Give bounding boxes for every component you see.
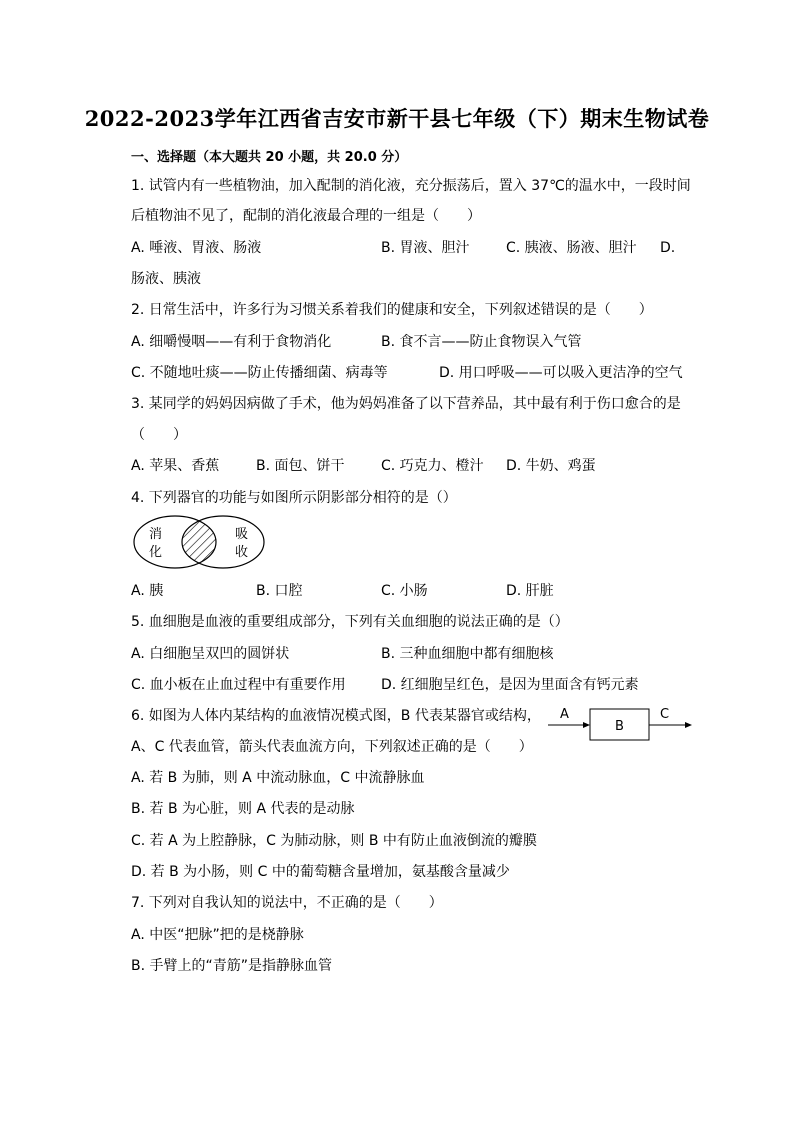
q3-option-a: A. 苹果、香蕉 — [131, 458, 220, 474]
organ-b-label: B — [615, 719, 624, 734]
q6-option-a: A. 若 B 为肺，则 A 中流动脉血，C 中流静脉血 — [131, 770, 425, 786]
q4-option-d: D. 肝脏 — [506, 583, 554, 599]
q3-stem-line1: 3. 某同学的妈妈因病做了手术，他为妈妈准备了以下营养品，其中最有利于伤口愈合的是 — [131, 396, 681, 412]
q3-option-d: D. 牛奶、鸡蛋 — [506, 458, 596, 474]
venn-left-label-2: 化 — [149, 545, 163, 560]
q5-option-c: C. 血小板在止血过程中有重要作用 — [131, 677, 346, 693]
section-heading: 一、选择题（本大题共 20 小题，共 20.0 分） — [131, 150, 408, 165]
q1-option-d: D. — [660, 240, 676, 256]
q6-option-c: C. 若 A 为上腔静脉，C 为肺动脉，则 B 中有防止血液倒流的瓣膜 — [131, 833, 537, 849]
q5-option-d: D. 红细胞呈红色，是因为里面含有钙元素 — [381, 677, 639, 693]
q4-option-c: C. 小肠 — [381, 583, 428, 599]
q6-stem-line2: A、C 代表血管，箭头代表血流方向，下列叙述正确的是（ ） — [131, 739, 533, 755]
q2-option-a: A. 细嚼慢咽——有利于食物消化 — [131, 334, 332, 350]
q4-option-b: B. 口腔 — [256, 583, 303, 599]
q5-option-a: A. 白细胞呈双凹的圆饼状 — [131, 646, 290, 662]
q6-stem-line1: 6. 如图为人体内某结构的血液情况模式图，B 代表某器官或结构， — [131, 708, 541, 724]
q2-stem: 2. 日常生活中，许多行为习惯关系着我们的健康和安全，下列叙述错误的是（ ） — [131, 302, 653, 318]
venn-diagram — [131, 513, 267, 571]
page-title: 2022-2023学年江西省吉安市新干县七年级（下）期末生物试卷 — [84, 106, 710, 131]
q1-option-a: A. 唾液、胃液、肠液 — [131, 240, 262, 256]
q3-option-c: C. 巧克力、橙汁 — [381, 458, 484, 474]
q1-option-c: C. 胰液、肠液、胆汁 — [506, 240, 637, 256]
q3-option-b: B. 面包、饼干 — [256, 458, 345, 474]
q4-stem: 4. 下列器官的功能与如图所示阴影部分相符的是（） — [131, 490, 457, 506]
q7-option-a: A. 中医“把脉”把的是桡静脉 — [131, 927, 304, 943]
blood-flow-diagram — [546, 704, 694, 742]
q4-option-a: A. 胰 — [131, 583, 164, 599]
q2-option-b: B. 食不言——防止食物误入气管 — [381, 334, 582, 350]
q1-stem-line1: 1. 试管内有一些植物油，加入配制的消化液，充分振荡后，置入 37℃的温水中，一段时间 — [131, 178, 691, 194]
arrow-out-head — [685, 722, 692, 728]
vessel-c-label: C — [660, 707, 670, 722]
q7-option-b: B. 手臂上的“青筋”是指静脉血管 — [131, 958, 333, 974]
q7-stem: 7. 下列对自我认知的说法中，不正确的是（ ） — [131, 895, 443, 911]
q3-stem-line2: （ ） — [131, 427, 187, 443]
q2-option-d: D. 用口呼吸——可以吸入更洁净的空气 — [439, 365, 683, 381]
venn-right-label-1: 吸 — [235, 527, 249, 542]
arrow-in-head — [583, 722, 590, 728]
q5-option-b: B. 三种血细胞中都有细胞核 — [381, 646, 554, 662]
q6-option-d: D. 若 B 为小肠，则 C 中的葡萄糖含量增加，氨基酸含量减少 — [131, 864, 510, 880]
q6-option-b: B. 若 B 为心脏，则 A 代表的是动脉 — [131, 801, 355, 817]
q1-option-d-text: 肠液、胰液 — [131, 271, 201, 287]
q5-stem: 5. 血细胞是血液的重要组成部分，下列有关血细胞的说法正确的是（） — [131, 614, 569, 630]
venn-right-label-2: 收 — [235, 545, 249, 560]
venn-left-label-1: 消 — [149, 527, 163, 542]
q1-stem-line2: 后植物油不见了，配制的消化液最合理的一组是（ ） — [131, 208, 481, 224]
q2-option-c: C. 不随地吐痰——防止传播细菌、病毒等 — [131, 365, 388, 381]
vessel-a-label: A — [560, 707, 569, 722]
q1-option-b: B. 胃液、胆汁 — [381, 240, 470, 256]
